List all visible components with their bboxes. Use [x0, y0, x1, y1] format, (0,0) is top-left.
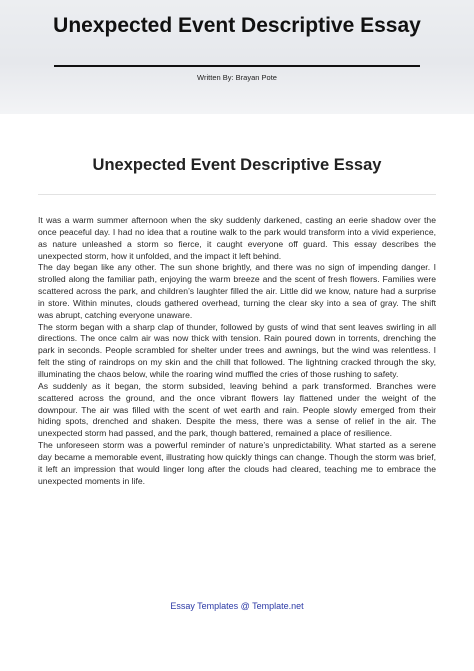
author-line: Written By: Brayan Pote [197, 73, 277, 82]
paragraph-intro: It was a warm summer afternoon when the sky suddenly darkened, casting an eerie shadow over the once peaceful day. I had no idea that a routine walk to the park would transform into a vivid experience, as nature unleashed a storm so fierce, it caught everyone off guard. This essay describes the unexpected storm, how it unfolded, and the impact it left behind. [38, 215, 436, 261]
essay-body [38, 215, 436, 487]
paragraph-conclusion: The unforeseen storm was a powerful reminder of nature’s unpredictability. What started as a serene day became a memorable event, illustrating how quickly things can change. Though the storm was brief, it left an impression that would linger long after the clouds had cleared, teaching me to embrace the unexpected moments in life. [38, 440, 436, 486]
document-title: Unexpected Event Descriptive Essay [92, 156, 382, 174]
header-title: Unexpected Event Descriptive Essay [53, 14, 421, 37]
title-divider [38, 194, 436, 195]
footer-link[interactable]: Essay Templates @ Template.net [170, 601, 304, 611]
paragraph-2: The day began like any other. The sun shone brightly, and there was no sign of impending danger. I strolled along the familiar path, enjoying the warm breeze and the scent of fresh flowers. Families were scattered across the park, and children’s laughter filled the air. Little did we know, nature had a surprise in store. Within minutes, clouds gathered overhead, turning the clear sky into a sea of gray. The shift was abrupt, catching everyone unaware. [38, 262, 436, 320]
paragraph-3: The storm began with a sharp clap of thunder, followed by gusts of wind that sent leaves swirling in all directions. The once calm air was now thick with tension. Rain poured down in torrents, drenching the park in seconds. People scrambled for shelter under trees and awnings, but the wind was relentless. I felt the sting of raindrops on my skin and the chill that followed. The lightning cracked through the sky, illuminating the chaos below, while the roaring wind muffled the cries of those rushing to safety. [38, 321, 436, 379]
header-divider [54, 65, 420, 67]
paragraph-4: As suddenly as it began, the storm subsided, leaving behind a park transformed. Branches were scattered across the ground, and the once vibrant flowers lay flattened under the weight of the downpour. The air was filled with the scent of wet earth and rain. People slowly emerged from their hiding spots, drenched and shaken. Despite the mess, there was a sense of relief in the air. The unexpected storm had passed, and the park, though battered, remained a place of resilience. [38, 380, 436, 439]
